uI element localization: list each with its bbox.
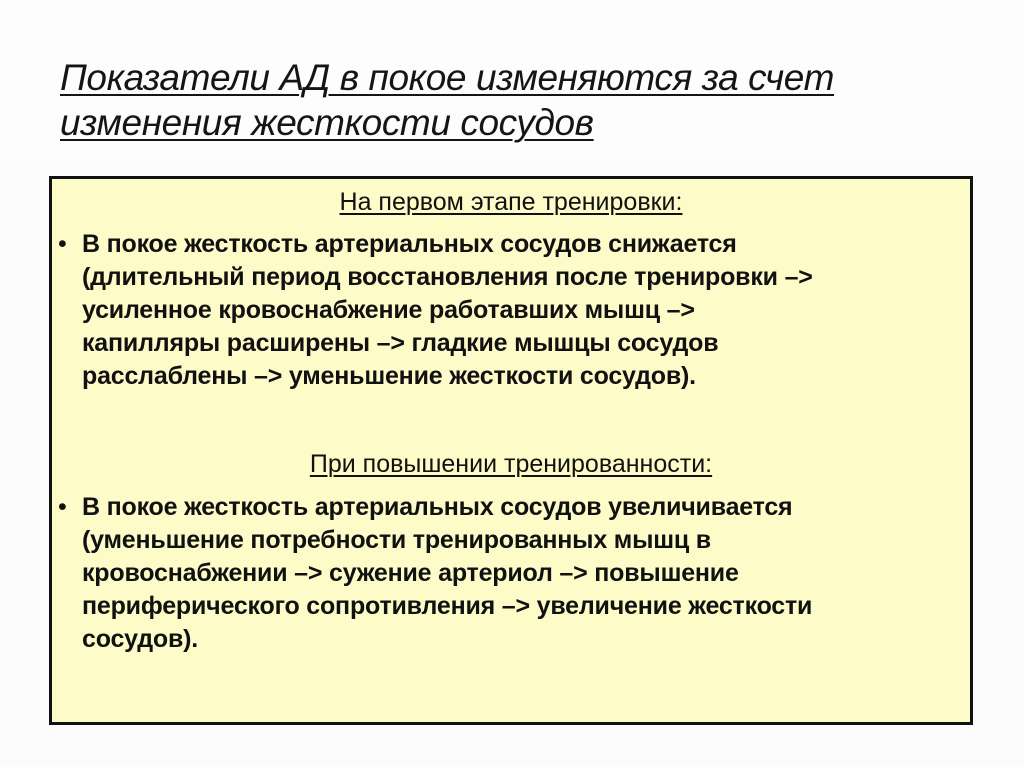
bullet-line: В покое жесткость артериальных сосудов снижается	[82, 230, 737, 258]
slide-title-line	[60, 100, 960, 145]
section-heading-text: На первом этапе тренировки:	[339, 188, 683, 216]
bullet-line: кровоснабжении –> сужение артериол –> повышение	[82, 559, 739, 587]
bullet-text	[82, 491, 958, 656]
bullet-line: капилляры расширены –> гладкие мышцы сосудов	[82, 329, 719, 357]
bullet-dot-icon: •	[58, 230, 67, 258]
slide-title-line-text: Показатели АД в покое изменяются за счет	[60, 57, 834, 98]
bullet-line: усиленное кровоснабжение работавших мышц –>	[82, 296, 695, 324]
slide-title-line	[60, 55, 960, 100]
bullet-dot-icon: •	[58, 493, 67, 521]
section-heading-first-stage	[52, 187, 970, 217]
section-heading-text: При повышении тренированности:	[309, 450, 713, 478]
bullet-line: (длительный период восстановления после тренировки –>	[82, 263, 813, 291]
bullet-first-stage	[58, 228, 958, 393]
bullet-line: периферического сопротивления –> увеличение жесткости	[82, 592, 813, 620]
bullet-line: В покое жесткость артериальных сосудов увеличивается	[82, 493, 793, 521]
section-heading-increased-fitness	[52, 449, 970, 479]
bullet-line: (уменьшение потребности тренированных мышц в	[82, 526, 711, 554]
slide-title	[60, 55, 960, 145]
slide-title-line-text: изменения жесткости сосудов	[60, 102, 594, 143]
content-box	[49, 176, 973, 725]
bullet-increased-fitness	[58, 491, 958, 656]
bullet-text	[82, 228, 958, 393]
bullet-line: расслаблены –> уменьшение жесткости сосудов).	[82, 362, 696, 390]
bullet-line: сосудов).	[82, 625, 199, 653]
